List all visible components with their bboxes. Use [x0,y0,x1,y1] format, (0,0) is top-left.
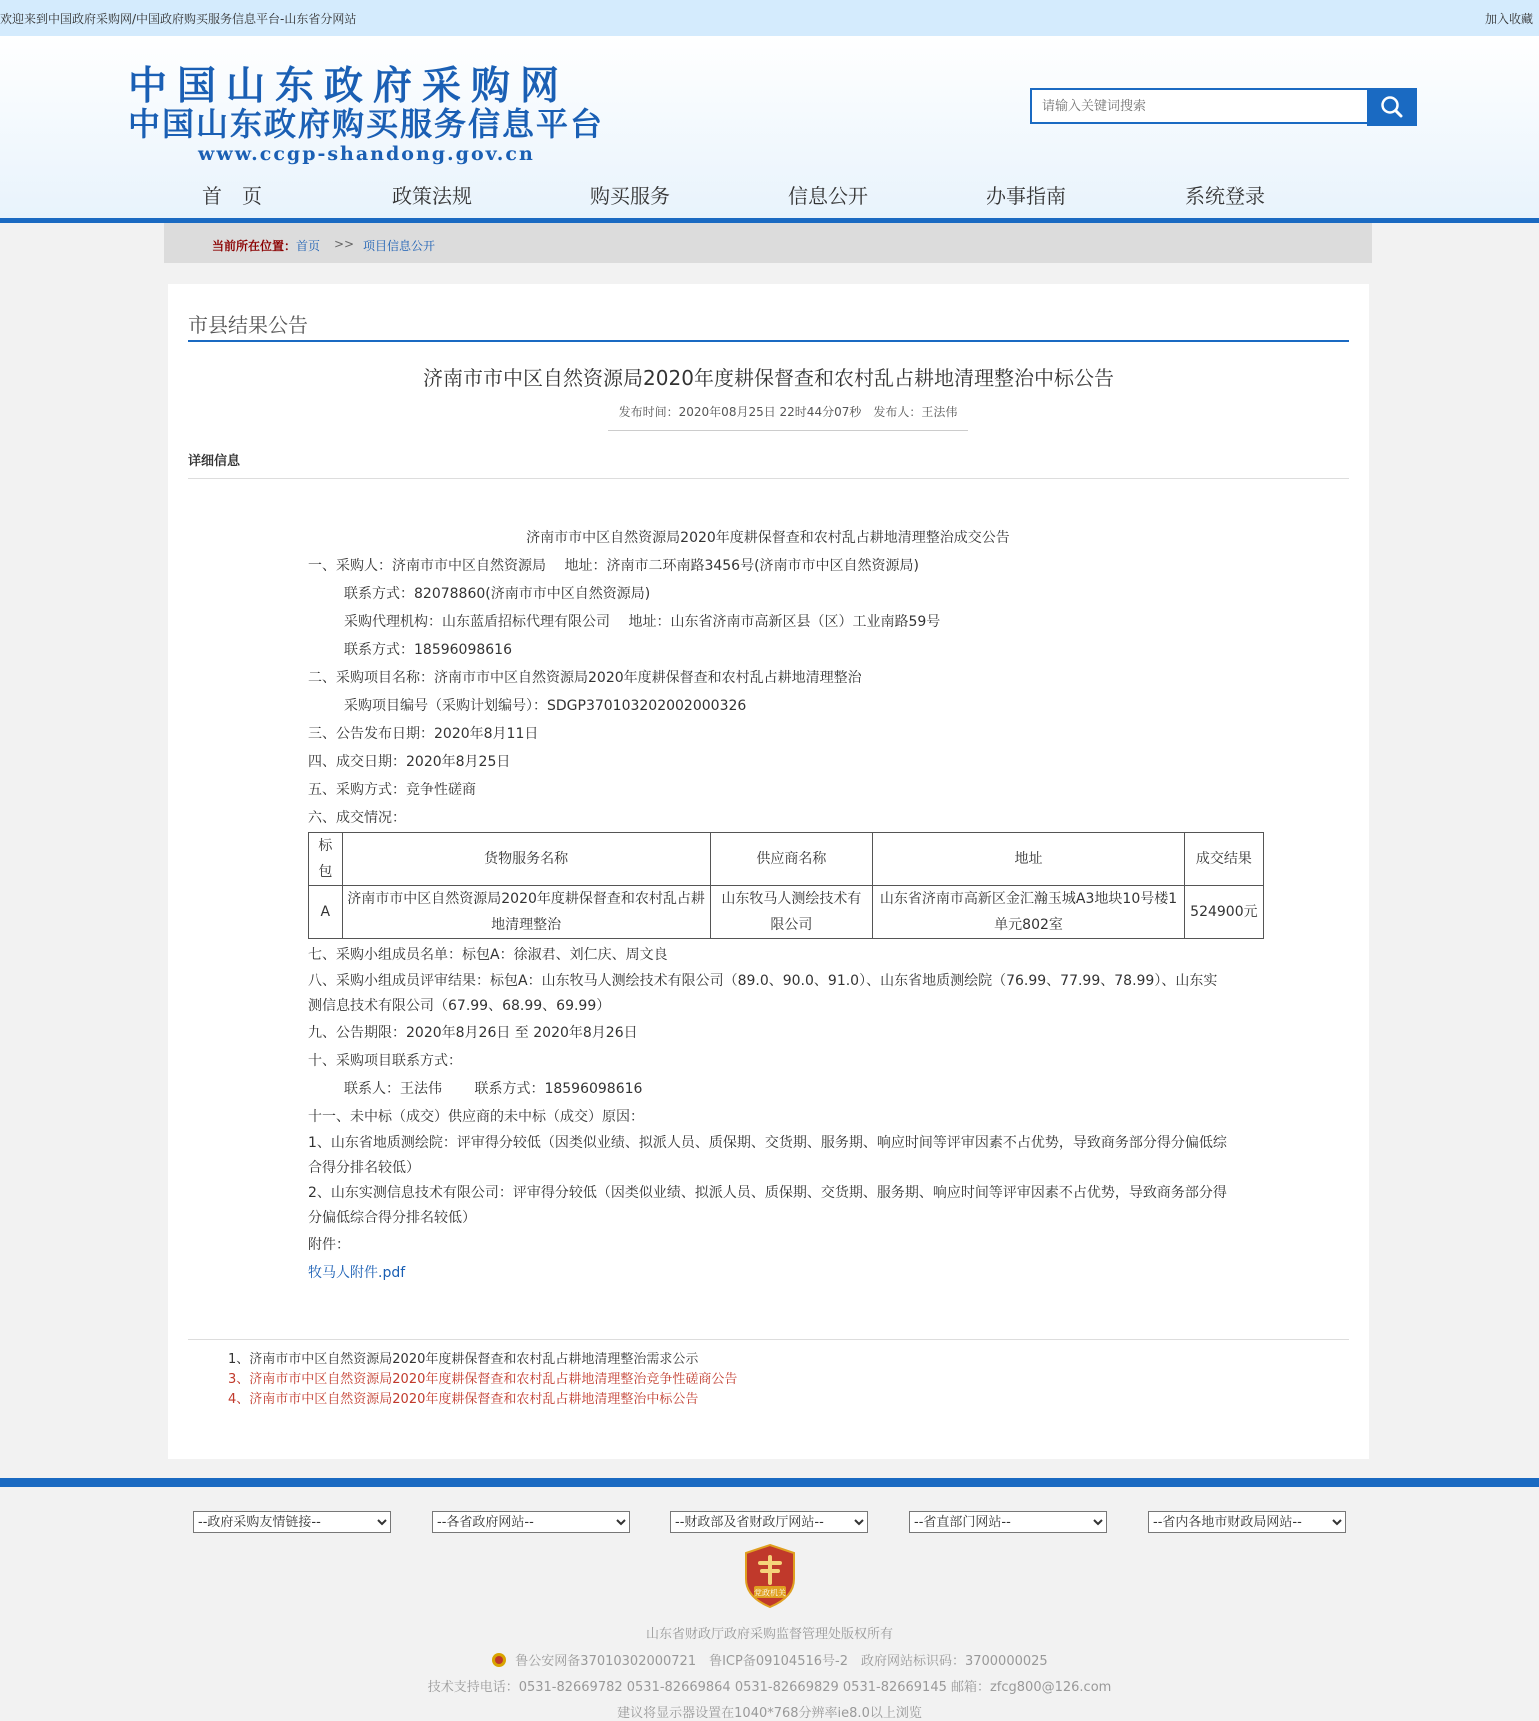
links-select-cities[interactable] [1148,1511,1346,1533]
add-favorite-link[interactable]: 加入收藏 [1484,12,1533,26]
links-select-finance[interactable] [670,1511,868,1533]
header-result: 成交结果 [1184,833,1263,886]
cell-address: 山东省济南市高新区金汇瀚玉城A3地块10号楼1单元802室 [873,886,1184,939]
header-package: 标包 [309,833,343,886]
project-number-line: 采购项目编号（采购计划编号）：SDGP370103202002000326 [344,698,747,714]
nav-purchase-service[interactable]: 购买服务 [590,184,670,208]
related-link-3[interactable]: 3、济南市市中区自然资源局2020年度耕保督查和农村乱占耕地清理整治竞争性磋商公告 [228,1372,738,1387]
reasons-line: 十一、未中标（成交）供应商的未中标（成交）原因： [308,1109,644,1125]
page-title: 济南市市中区自然资源局2020年度耕保督查和农村乱占耕地清理整治中标公告 [423,366,1114,390]
search-box [1030,88,1417,126]
breadcrumb-current[interactable]: 项目信息公开 [363,239,436,253]
header-supplier: 供应商名称 [710,833,873,886]
purchaser-line: 一、采购人：济南市市中区自然资源局 地址：济南市二环南路3456号(济南市市中区自然资源局) [308,558,920,574]
breadcrumb [164,223,1372,263]
notice-period-line: 九、公告期限：2020年8月26日 至 2020年8月26日 [308,1025,638,1041]
cell-supplier: 山东牧马人测绘技术有限公司 [710,886,873,939]
main-nav [0,168,1539,218]
agency-contact: 联系方式：18596098616 [344,642,512,658]
cell-service-name: 济南市市中区自然资源局2020年度耕保督查和农村乱占耕地清理整治 [342,886,710,939]
search-icon [1367,88,1417,126]
award-table [308,832,1264,939]
related-link-1[interactable]: 1、济南市市中区自然资源局2020年度耕保督查和农村乱占耕地清理整治需求公示 [228,1352,699,1367]
reason-1: 1、山东省地质测绘院：评审得分较低（因类似业绩、拟派人员、质保期、交货期、服务期、响应时间等评审因素不占优势，导致商务部分得分偏低综合得分排名较低） [308,1135,1227,1176]
deal-status-line: 六、成交情况： [308,810,406,826]
publish-meta: 发布时间：2020年08月25日 22时44分07秒 发布人：王法伟 [608,400,968,431]
icp-line [0,1650,1539,1669]
cell-package: A [309,886,343,939]
support-text: 技术支持电话：0531-82669782 0531-82669864 0531-82669829 0531-82669145 邮箱：zfcg800@126.com [427,1680,1112,1695]
section-divider [188,340,1349,342]
contact-person-line: 联系人：王法伟 联系方式：18596098616 [344,1081,643,1097]
detail-label: 详细信息 [188,454,241,469]
nav-info-disclosure[interactable]: 信息公开 [788,184,868,208]
top-bar [0,0,1539,36]
project-name-line: 二、采购项目名称：济南市市中区自然资源局2020年度耕保督查和农村乱占耕地清理整治 [308,670,862,686]
links-select-provinces[interactable] [432,1511,630,1533]
content-panel [168,284,1369,1459]
site-footer [0,1487,1539,1719]
search-input[interactable] [1030,88,1384,124]
logo-url: www.ccgp-shandong.gov.cn [198,143,535,165]
publish-date-line: 三、公告发布日期：2020年8月11日 [308,726,539,742]
site-logo[interactable] [128,63,648,184]
deal-date-line: 四、成交日期：2020年8月25日 [308,754,511,770]
welcome-text: 欢迎来到中国政府采购网/中国政府购买服务信息平台-山东省分网站 [0,12,357,26]
related-divider [188,1339,1349,1340]
reason-2: 2、山东实测信息技术有限公司：评审得分较低（因类似业绩、拟派人员、质保期、交货期、服务期、响应时间等评审因素不占优势，导致商务部分得分偏低综合得分排名较低） [308,1185,1227,1226]
related-link-4[interactable]: 4、济南市市中区自然资源局2020年度耕保督查和农村乱占耕地清理整治中标公告 [228,1392,699,1407]
notice-content [308,524,1258,1287]
table-row [309,886,1264,939]
attachment-label: 附件： [308,1237,350,1253]
breadcrumb-label: 当前所在位置： [212,239,297,253]
detail-divider [188,478,1349,479]
notice-title: 济南市市中区自然资源局2020年度耕保督查和农村乱占耕地清理整治成交公告 [526,530,1010,546]
police-badge-icon [491,1652,507,1668]
logo-line-2: 中国山东政府购买服务信息平台 [128,105,605,143]
header-address: 地址 [873,833,1184,886]
purchase-method-line: 五、采购方式：竞争性磋商 [308,782,476,798]
breadcrumb-home[interactable]: 首页 [296,239,321,253]
attachment-link[interactable]: 牧马人附件.pdf [308,1265,406,1281]
table-header-row [309,833,1264,886]
agency-line: 采购代理机构：山东蓝盾招标代理有限公司 地址：山东省济南市高新区县（区）工业南路59号 [344,614,941,630]
section-title: 市县结果公告 [188,313,308,337]
nav-login[interactable]: 系统登录 [1185,184,1265,208]
logo-line-1: 中国山东政府采购网 [128,63,570,109]
cell-result: 524900元 [1184,886,1263,939]
panel-members-line: 七、采购小组成员名单：标包A：徐淑君、刘仁庆、周文良 [308,947,668,963]
review-result-line: 八、采购小组成员评审结果：标包A：山东牧马人测绘技术有限公司（89.0、90.0、91.0）、山东省地质测绘院（76.99、77.99、78.99）、山东实测信息技术有限公司（67.99、68.99、69.99） [308,973,1218,1014]
search-button[interactable] [1367,88,1417,126]
links-select-departments[interactable] [909,1511,1107,1533]
copyright-text: 山东省财政厅政府采购监督管理处版权所有 [645,1627,893,1642]
gov-emblem-icon[interactable] [742,1543,798,1609]
nav-policy[interactable]: 政策法规 [392,184,472,208]
project-contact-line: 十、采购项目联系方式： [308,1053,462,1069]
nav-home[interactable]: 首 页 [202,184,262,208]
emblem-text: 党政机关 [754,1588,786,1598]
icp-text[interactable]: 鲁公安网备37010302000721 鲁ICP备09104516号-2 政府网站标识码：3700000025 [515,1654,1048,1669]
browser-suggestion: 建议将显示器设置在1040*768分辨率ie8.0以上浏览 [617,1706,922,1721]
nav-guide[interactable]: 办事指南 [986,184,1066,208]
header-service-name: 货物服务名称 [342,833,710,886]
breadcrumb-separator: >> [334,237,355,251]
purchaser-contact: 联系方式：82078860(济南市市中区自然资源局) [344,586,651,602]
footer-divider [0,1478,1539,1487]
links-select-procurement[interactable] [193,1511,391,1533]
